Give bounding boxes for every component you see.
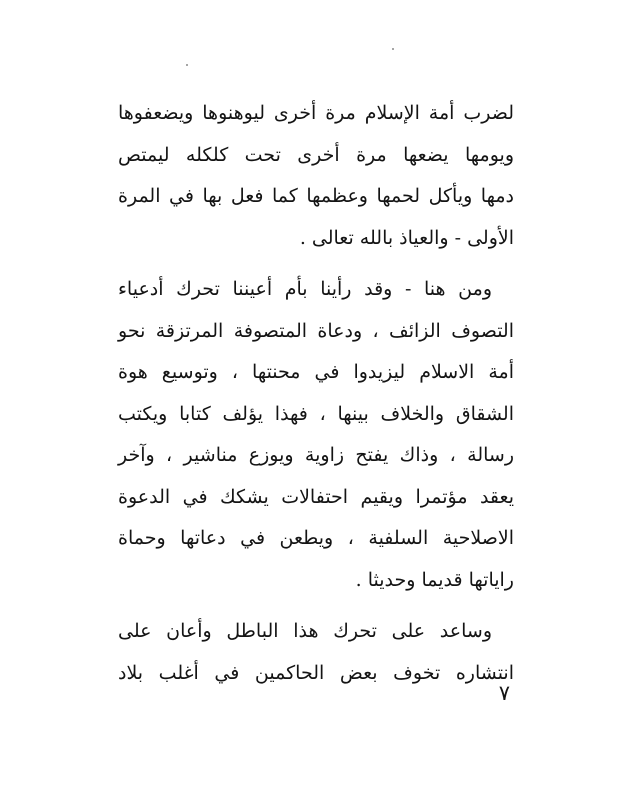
paragraph-gap bbox=[118, 601, 514, 611]
scan-speck bbox=[392, 48, 394, 50]
text-line: التصوف الزائف ، ودعاة المتصوفة المرتزقة نحو bbox=[118, 319, 514, 342]
text-line: لضرب أمة الإسلام مرة أخرى ليوهنوها ويضعفوها bbox=[118, 102, 514, 124]
text-line: انتشاره تخوف بعض الحاكمين في أغلب بلاد bbox=[118, 661, 514, 684]
paragraph-2 bbox=[118, 269, 514, 601]
body-text bbox=[118, 93, 514, 694]
text-line: رسالة ، وذاك يفتح زاوية ويوزع مناشير ، وآخر bbox=[118, 444, 514, 466]
text-line: أمة الاسلام ليزيدوا في محنتها ، وتوسيع هوة bbox=[118, 361, 514, 383]
paragraph-gap bbox=[118, 259, 514, 269]
text-line: الشقاق والخلاف بينها ، فهذا يؤلف كتابا ويكتب bbox=[118, 402, 514, 425]
paragraph-1 bbox=[118, 93, 514, 259]
text-line: دمها ويأكل لحمها وعظمها كما فعل بها في المرة bbox=[118, 185, 514, 207]
scan-speck bbox=[186, 64, 188, 66]
text-line: راياتها قديما وحديثا . bbox=[355, 568, 514, 591]
page-number: ٧ bbox=[498, 681, 510, 705]
text-line: ويومها يضعها مرة أخرى تحت كلكله ليمتص bbox=[118, 143, 514, 166]
paragraph-3 bbox=[118, 611, 514, 694]
text-line: يعقد مؤتمرا ويقيم احتفالات يشكك في الدعوة bbox=[118, 485, 514, 508]
text-line: الاصلاحية السلفية ، ويطعن في دعاتها وحماة bbox=[118, 527, 514, 549]
text-line: وساعد على تحرك هذا الباطل وأعان على bbox=[118, 620, 492, 642]
text-line: ومن هنا - وقد رأينا بأم أعيننا تحرك أدعياء bbox=[118, 278, 492, 300]
text-line: الأولى - والعياذ بالله تعالى . bbox=[299, 226, 514, 249]
